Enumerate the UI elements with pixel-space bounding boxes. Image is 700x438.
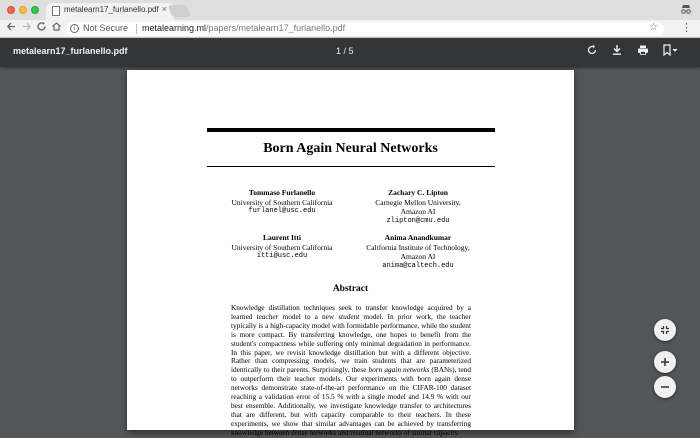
document-icon <box>52 6 60 16</box>
author-block <box>343 233 493 271</box>
url-host: metalearning.ml <box>142 23 207 33</box>
author-name: Tommaso Furlanello <box>248 188 316 197</box>
author-email: itti@usc.edu <box>256 252 308 260</box>
author-email: zlipton@cmu.edu <box>386 216 450 225</box>
minimize-window-button[interactable] <box>19 6 27 14</box>
tab-strip <box>0 0 700 20</box>
bookmark-star-icon[interactable]: ☆ <box>649 22 658 33</box>
abstract-text <box>231 304 471 438</box>
menu-kebab-icon[interactable]: ⋮ <box>681 22 692 34</box>
author-email: furlanel@usc.edu <box>248 207 316 215</box>
rotate-icon[interactable] <box>584 44 600 60</box>
url-text[interactable] <box>142 23 345 33</box>
zoom-out-button[interactable] <box>654 376 676 398</box>
pdf-toolbar <box>0 38 700 67</box>
author-block <box>207 233 357 262</box>
title-rule-top <box>207 128 495 132</box>
incognito-icon[interactable] <box>680 3 692 18</box>
zoom-in-button[interactable] <box>654 351 676 373</box>
author-affiliation-secondary: Amazon AI <box>400 207 436 216</box>
author-block <box>207 188 357 217</box>
author-email: anima@caltech.edu <box>382 261 454 270</box>
close-window-button[interactable] <box>7 6 15 14</box>
security-status[interactable]: Not Secure <box>83 23 129 33</box>
page-indicator: 1 / 5 <box>336 46 354 56</box>
back-arrow-icon[interactable] <box>6 21 17 35</box>
abstract-emphasis: born again networks <box>368 365 430 375</box>
info-icon[interactable]: i <box>70 24 79 33</box>
browser-tab[interactable] <box>46 3 174 20</box>
paper-title: Born Again Neural Networks <box>263 141 438 156</box>
abstract-part: Knowledge distillation techniques seek to transfer knowledge acquired by a learned <box>231 303 471 321</box>
maximize-window-button[interactable] <box>31 6 39 14</box>
bookmarks-icon[interactable] <box>662 44 678 60</box>
divider <box>136 24 137 34</box>
author-affiliation: California Institute of Technology, <box>366 242 470 252</box>
abstract-part: model to a new <box>278 311 339 321</box>
url-path: /papers/metalearn17_furlanello.pdf <box>206 23 346 33</box>
abstract-part: model. In prior work, the teacher typically is a high-capacity model with formidable performance, while the student is more compact. By transferring knowledge, one hopes to benefit from the student's compactness while suffering only minimal degradation in performance. In this paper, we revisit knowledge distillation but with a different objective. Rather than compressing models, we train students that are parameterized identically to their parents. Surprisingly, these <box>231 311 471 375</box>
abstract-emphasis: student <box>338 311 360 321</box>
home-icon[interactable] <box>51 21 62 35</box>
author-block <box>343 188 493 226</box>
reload-icon[interactable] <box>36 21 47 35</box>
browser-toolbar <box>0 20 700 38</box>
pdf-page <box>127 70 574 437</box>
address-bar[interactable] <box>66 22 664 36</box>
new-tab-button[interactable] <box>168 5 191 17</box>
author-affiliation: Carnegie Mellon University, <box>375 197 461 207</box>
print-icon[interactable] <box>635 44 651 60</box>
author-name: Anima Anandkumar <box>384 233 452 242</box>
fit-page-button[interactable] <box>654 319 676 341</box>
abstract-part: (BANs), tend to outperform their teacher models. Our experiments with born again dense networks demonstrate state-of-the-art performance on the CIFAR-100 dataset reaching a validation error of 15.5 % with a single model and 14.9 % with our best ensemble. Additionally, we investigate knowledge transfer to architectures that are different, but with capacity comparable to their teachers. In these experiments, we show that similar advantages can be achieved by transferring knowledge between dense networks and residual networks of similar capacity. <box>231 365 471 437</box>
title-rule-bottom <box>207 166 495 167</box>
pdf-filename: metalearn17_furlanello.pdf <box>13 46 128 56</box>
author-affiliation: University of Southern California <box>231 242 333 252</box>
abstract-emphasis: teacher <box>256 311 279 321</box>
forward-arrow-icon[interactable] <box>21 21 32 35</box>
tab-close-icon[interactable]: × <box>161 4 167 14</box>
author-name: Zachary C. Lipton <box>388 188 448 197</box>
abstract-heading: Abstract <box>332 284 369 294</box>
author-affiliation: University of Southern California <box>231 197 333 207</box>
download-icon[interactable] <box>609 44 625 60</box>
tab-title: metalearn17_furlanello.pdf <box>64 5 159 14</box>
author-affiliation-secondary: Amazon AI <box>400 252 436 261</box>
author-name: Laurent Itti <box>263 233 301 242</box>
